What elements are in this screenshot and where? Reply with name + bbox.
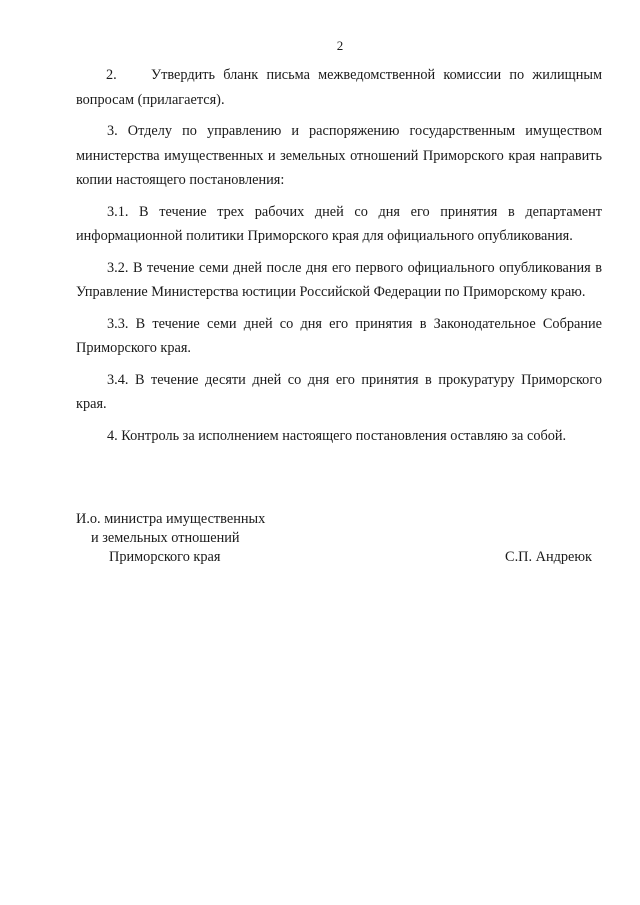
paragraph-2 <box>76 63 602 112</box>
paragraph-3: 3. Отделу по управлению и распоряжению государственным имуществом министерства имущественных и земельных отношений Приморского края направить копии настоящего постановления: <box>76 123 602 188</box>
signature-block <box>76 510 606 567</box>
paragraph-3-3: 3.3. В течение семи дней со дня его принятия в Законодательное Собрание Приморского края. <box>76 315 602 356</box>
paragraph-3-2: 3.2. В течение семи дней после дня его первого официального опубликования в Управление Министерства юстиции Российской Федерации по Приморскому краю. <box>76 259 602 300</box>
signatory-title-line-3: Приморского края <box>109 549 221 565</box>
paragraph-2-text: Утвердить бланк письма межведомственной комиссии по жилищным вопросам (прилагается). <box>76 67 602 108</box>
signatory-title-line-1: И.о. министра имущественных <box>76 511 266 527</box>
page-number: 2 <box>336 38 344 53</box>
paragraph-3-4: 3.4. В течение десяти дней со дня его принятия в прокуратуру Приморского края. <box>76 371 602 412</box>
document-body <box>76 63 602 455</box>
paragraph-2-number: 2. <box>106 67 117 83</box>
paragraph-4: 4. Контроль за исполнением настоящего постановления оставляю за собой. <box>107 427 567 444</box>
signatory-title-line-2: и земельных отношений <box>91 530 240 546</box>
signatory-title-line-3-row <box>76 548 606 567</box>
paragraph-3-1: 3.1. В течение трех рабочих дней со дня его принятия в департамент информационной политики Приморского края для официального опубликования. <box>76 203 602 244</box>
signer-name: С.П. Андреюк <box>505 549 592 565</box>
